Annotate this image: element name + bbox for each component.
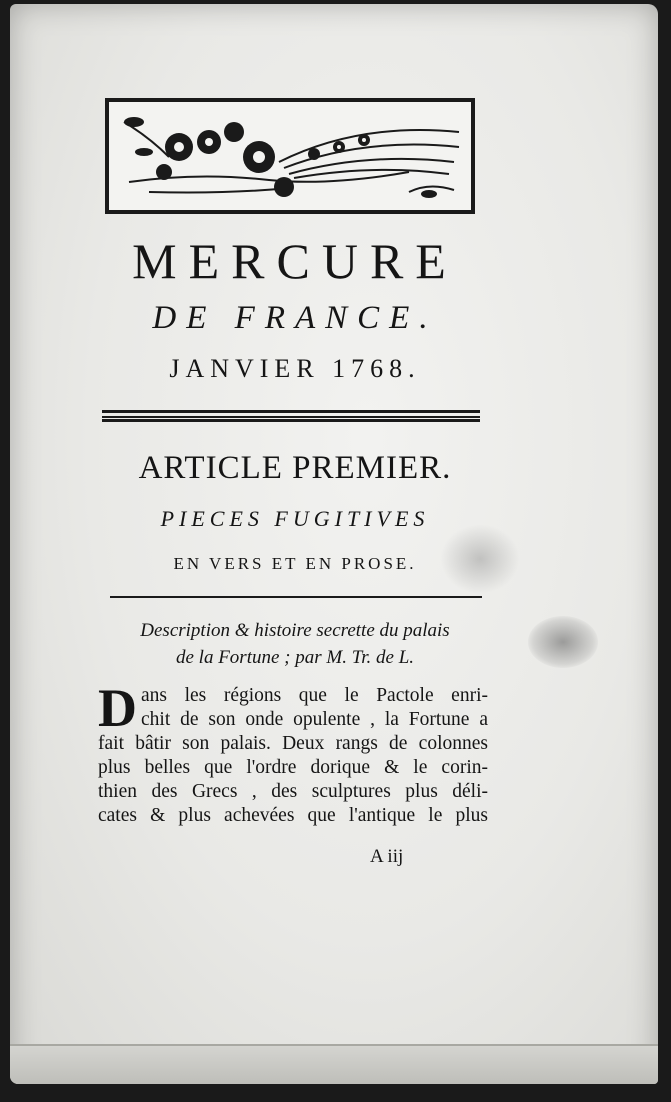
drop-cap: D <box>98 678 137 738</box>
issue-date: JANVIER 1768. <box>169 354 421 383</box>
rule-divider <box>110 596 482 598</box>
body-line: chit de son onde opulente , la Fortune a <box>141 709 488 730</box>
body-line: thien des Grecs , des sculptures plus déli- <box>98 781 488 802</box>
description-line: de la Fortune ; par M. Tr. de L. <box>175 647 415 668</box>
stain <box>528 616 598 668</box>
body-line: ans les régions que le Pactole enri- <box>141 685 488 706</box>
body-line: plus belles que l'ordre dorique & le corin- <box>98 757 488 778</box>
subtitle: DE FRANCE. <box>152 300 438 336</box>
floral-ornament-icon <box>105 98 475 214</box>
body-line: cates & plus achevées que l'antique le plus <box>98 805 488 826</box>
section-heading: PIECES FUGITIVES <box>160 506 430 531</box>
description-line: Description & histoire secrette du palais <box>140 620 450 641</box>
signature-mark: A iij <box>370 846 404 867</box>
page-edge <box>10 1044 658 1084</box>
subsection-heading: EN VERS ET EN PROSE. <box>173 554 417 573</box>
article-heading: ARTICLE PREMIER. <box>138 450 452 486</box>
double-rule-divider <box>102 410 480 422</box>
body-line: fait bâtir son palais. Deux rangs de colonnes <box>98 733 488 754</box>
page-title: MERCURE <box>132 233 458 289</box>
body-paragraph <box>98 678 488 828</box>
page <box>10 4 658 1084</box>
